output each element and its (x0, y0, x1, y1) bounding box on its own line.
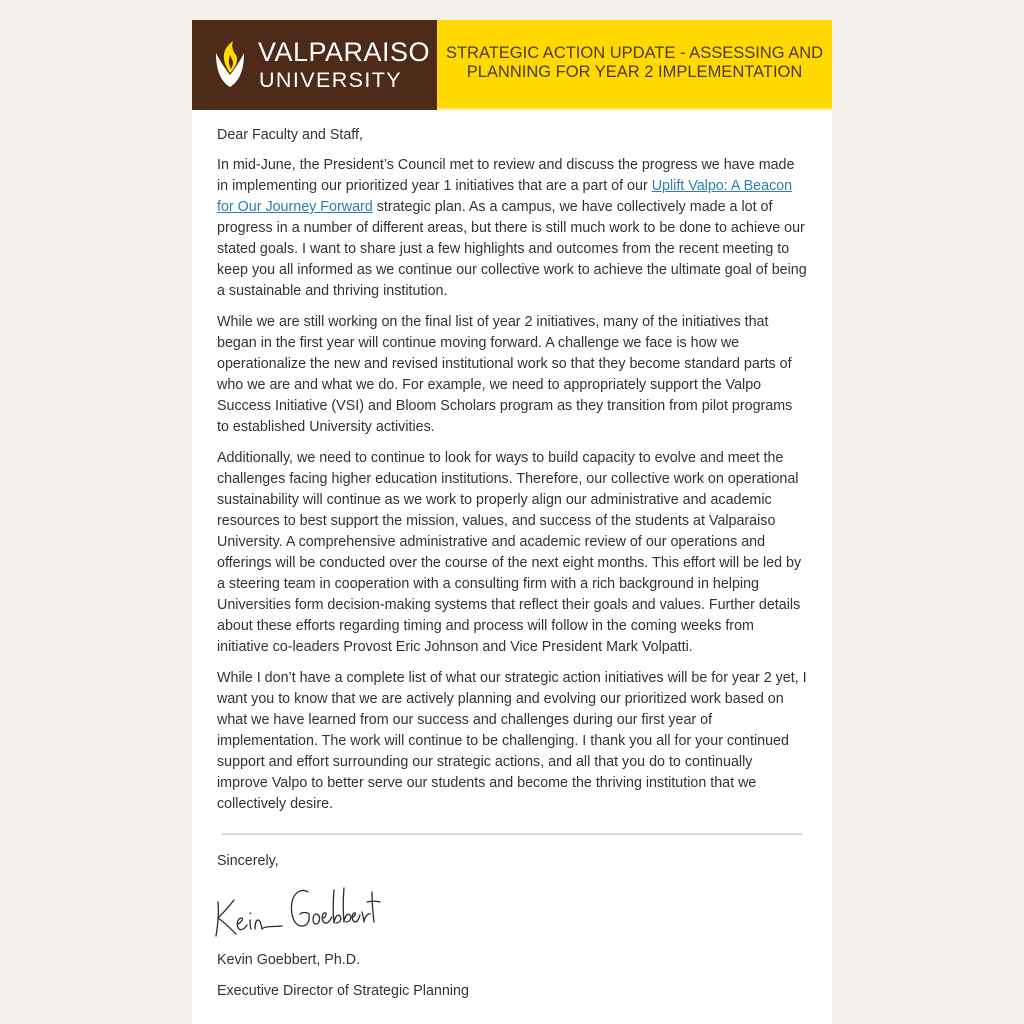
signer-title: Executive Director of Strategic Planning (217, 983, 469, 999)
paragraph-4: While I don’t have a complete list of what our strategic action initiatives will be for year 2 yet, I want you to know that we are actively planning and evolving our prioritized work based on what we have learned from our success and challenges during our first year of implementation. The work will continue to be challenging. I thank you all for your continued support and effort surrounding our strategic actions, and all that you do to continually improve Valpo to better serve our students and become the thriving institution that we collectively desire. (217, 670, 807, 812)
paragraph-1 (217, 155, 807, 302)
logo-line-1: VALPARAISO (258, 36, 431, 67)
paragraph-1-rest: strategic plan. As a campus, we have collectively made a lot of progress in a number of different areas, but there is still much work to be done to achieve our stated goals. I want to share just a few highlights and outcomes from the recent meeting to keep you all informed as we continue our collective work to achieve the ultimate goal of being a sustainable and thriving institution. (217, 199, 807, 299)
university-logo[interactable] (192, 20, 437, 110)
signoff: Sincerely, (217, 853, 279, 869)
paragraph-2: While we are still working on the final list of year 2 initiatives, many of the initiatives that began in the first year will continue moving forward. A challenge we face is how we operationalize the new and revised institutional work so that they become standard parts of who we are and what we do. For example, we need to appropriately support the Valpo Success Initiative (VSI) and Bloom Scholars program as they transition from pilot programs to established University activities. (217, 314, 793, 435)
email-container (192, 20, 832, 1024)
email-header (192, 20, 832, 110)
signer-name: Kevin Goebbert, Ph.D. (217, 952, 361, 968)
divider (222, 833, 802, 835)
paragraph-1-intro: In mid-June, the President’s Council met to review and discuss the progress we have made in implementing our prioritized year 1 initiatives that are a part of our (217, 157, 795, 194)
logo-line-2: UNIVERSITY (259, 67, 403, 92)
strategic-plan-link[interactable]: Uplift Valpo: A Beacon for Our Journey Forward (217, 178, 793, 215)
email-body (192, 110, 832, 1002)
greeting: Dear Faculty and Staff, (217, 127, 363, 143)
email-title: STRATEGIC ACTION UPDATE - ASSESSING AND PLANNING FOR YEAR 2 IMPLEMENTATION (437, 20, 832, 110)
signature-wrapper (217, 882, 807, 946)
paragraph-3: Additionally, we need to continue to look for ways to build capacity to evolve and meet the challenges facing higher education institutions. Therefore, our collective work on operational sustainability will continue as we work to properly align our administrative and academic resources to best support the mission, values, and success of the students at Valparaiso University. A comprehensive administrative and academic review of our operations and offerings will be conducted over the course of the next eight months. This effort will be led by a steering team in cooperation with a consulting firm with a rich background in helping Universities form decision-making systems that reflect their goals and values. Further details about these efforts regarding timing and process will follow in the coming weeks from initiative co-leaders Provost Eric Johnson and Vice President Mark Volpatti. (217, 450, 802, 655)
flame-torch-icon (210, 39, 250, 91)
handwritten-signature (212, 882, 382, 946)
